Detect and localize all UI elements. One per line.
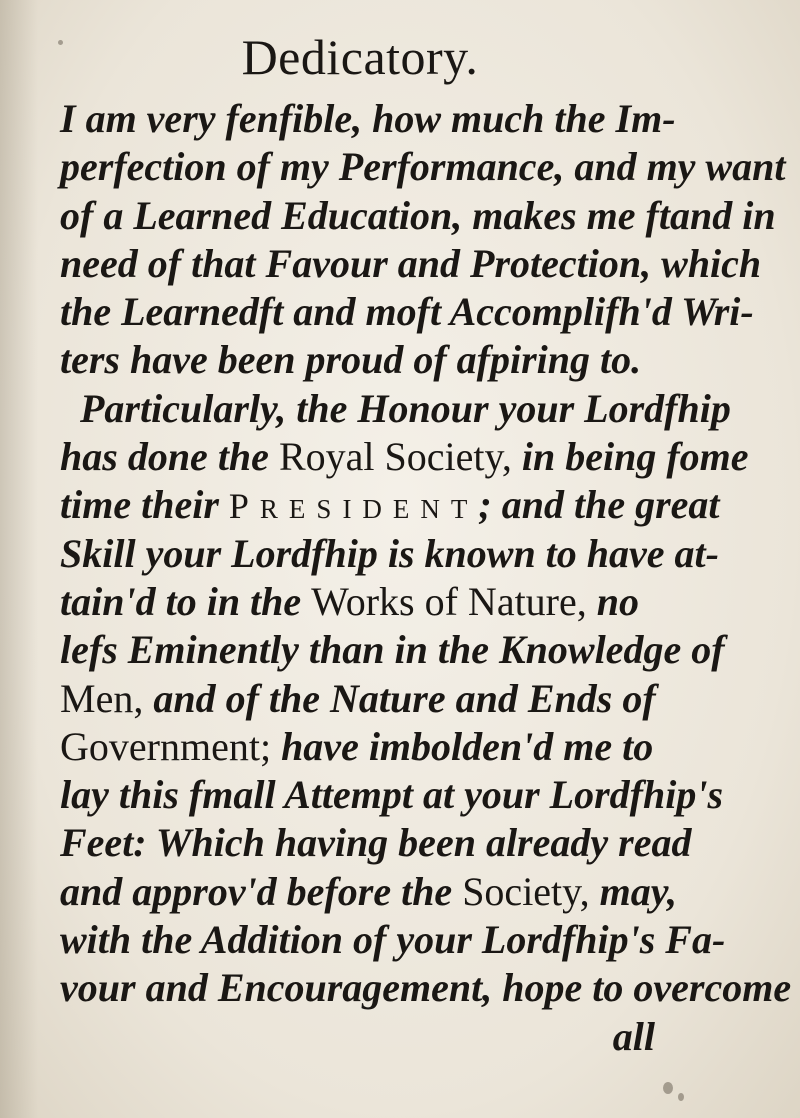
line-text: Feet: Which having been already read	[60, 820, 692, 866]
paper-blemish	[663, 1082, 673, 1094]
paper-blemish	[678, 1093, 684, 1101]
line-text: need of that Favour and Protection, which	[60, 240, 762, 286]
line-text: with the Addition of your Lordfhip's Fa-	[60, 917, 726, 963]
line-text: time their	[60, 482, 219, 528]
text-line	[60, 530, 750, 578]
text-line	[60, 723, 750, 771]
text-line	[60, 95, 750, 143]
text-line	[60, 964, 792, 1012]
text-line	[60, 336, 750, 384]
catchword-line	[60, 1013, 750, 1061]
text-line	[60, 771, 750, 819]
running-head: Dedicatory.	[241, 29, 479, 85]
line-text-roman: Royal Society,	[278, 434, 512, 480]
line-text: has done the	[60, 434, 269, 480]
line-text: of a Learned Education, makes me ftand in	[60, 192, 776, 238]
line-text: no	[596, 578, 640, 624]
text-line	[60, 868, 750, 916]
text-line	[60, 192, 776, 240]
text-line	[60, 385, 750, 433]
text-line	[60, 626, 750, 674]
line-text: and of the Nature and Ends of	[153, 675, 656, 721]
text-line	[60, 675, 750, 723]
line-text: I am very fenfible, how much the Im-	[60, 96, 676, 141]
line-text: have imbolden'd me to	[281, 723, 654, 769]
line-text: lay this fmall Attempt at your Lordfhip's	[60, 772, 724, 818]
line-text: ters have been proud of afpiring to.	[60, 337, 642, 383]
text-line	[60, 240, 762, 288]
small-caps-word: RESIDENT	[259, 494, 479, 525]
line-text: vour and Encouragement, hope to overcome	[60, 965, 792, 1011]
line-text-roman: Government;	[60, 723, 272, 769]
line-text: tain'd to in the	[60, 578, 302, 624]
line-text: and approv'd before the	[60, 868, 453, 914]
catchword: all	[612, 1013, 655, 1059]
text-line	[60, 433, 750, 481]
dedication-body	[60, 95, 792, 1061]
line-text: ; and the great	[478, 482, 720, 528]
line-text: the Learnedft and moft Accomplifh'd Wri-	[60, 289, 754, 335]
text-line	[60, 143, 786, 191]
small-caps-initial: P	[228, 486, 260, 527]
text-line	[60, 481, 750, 529]
text-line	[60, 578, 750, 626]
line-text: in being fome	[521, 434, 749, 480]
paper-blemish	[58, 40, 63, 45]
binding-shadow	[0, 0, 38, 1118]
text-line	[60, 819, 750, 867]
line-text: may,	[599, 868, 677, 914]
line-text: Skill your Lordfhip is known to have at-	[60, 530, 719, 576]
line-text: lefs Eminently than in the Knowledge of	[60, 627, 725, 673]
line-text-roman: Works of Nature,	[311, 578, 587, 624]
text-line	[60, 288, 754, 336]
line-text: Particularly, the Honour your Lordfhip	[80, 385, 731, 431]
line-text-roman: Men,	[60, 675, 144, 721]
line-text-roman: Society,	[462, 868, 590, 914]
line-text: perfection of my Performance, and my want	[60, 144, 786, 190]
text-line	[60, 916, 750, 964]
